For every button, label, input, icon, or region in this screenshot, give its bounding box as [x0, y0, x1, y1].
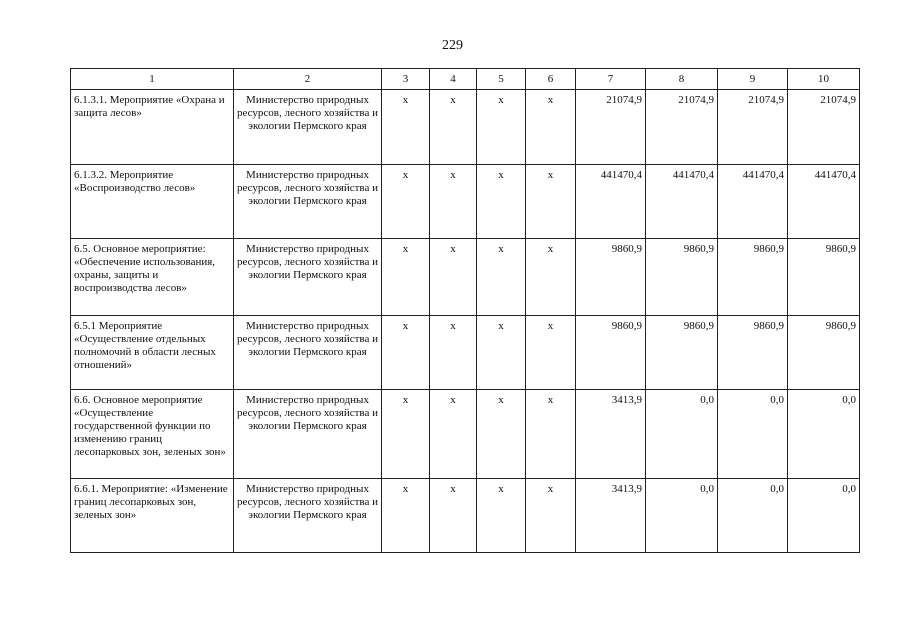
amount-cell: 9860,9	[718, 239, 788, 316]
amount-cell: 9860,9	[788, 239, 860, 316]
activity-name-cell: 6.5. Основное мероприятие: «Обеспечение использования, охраны, защиты и воспроизводства лесов»	[71, 239, 234, 316]
column-header: 7	[576, 69, 646, 90]
table-row	[71, 390, 860, 479]
amount-cell: 21074,9	[718, 90, 788, 165]
amount-cell: 441470,4	[718, 165, 788, 239]
table-row	[71, 165, 860, 239]
value-cell: x	[430, 390, 477, 479]
amount-cell: 9860,9	[576, 316, 646, 390]
column-header: 9	[718, 69, 788, 90]
column-header: 10	[788, 69, 860, 90]
value-cell: x	[477, 90, 526, 165]
amount-cell: 9860,9	[718, 316, 788, 390]
amount-cell: 0,0	[646, 390, 718, 479]
amount-cell: 0,0	[718, 390, 788, 479]
amount-cell: 0,0	[788, 479, 860, 553]
value-cell: x	[526, 390, 576, 479]
column-header: 4	[430, 69, 477, 90]
value-cell: x	[430, 90, 477, 165]
amount-cell: 9860,9	[788, 316, 860, 390]
organization-cell: Министерство природных ресурсов, лесного хозяйства и экологии Пермского края	[234, 239, 382, 316]
column-header: 3	[382, 69, 430, 90]
table-row	[71, 479, 860, 553]
column-header: 5	[477, 69, 526, 90]
value-cell: x	[382, 390, 430, 479]
table-row	[71, 90, 860, 165]
organization-cell: Министерство природных ресурсов, лесного хозяйства и экологии Пермского края	[234, 316, 382, 390]
amount-cell: 3413,9	[576, 479, 646, 553]
value-cell: x	[430, 479, 477, 553]
activity-name-cell: 6.5.1 Мероприятие «Осуществление отдельных полномочий в области лесных отношений»	[71, 316, 234, 390]
value-cell: x	[382, 479, 430, 553]
amount-cell: 9860,9	[646, 239, 718, 316]
budget-table	[70, 68, 860, 553]
column-header: 6	[526, 69, 576, 90]
column-header: 1	[71, 69, 234, 90]
amount-cell: 21074,9	[576, 90, 646, 165]
activity-name-cell: 6.1.3.1. Мероприятие «Охрана и защита лесов»	[71, 90, 234, 165]
value-cell: x	[526, 165, 576, 239]
amount-cell: 441470,4	[788, 165, 860, 239]
amount-cell: 9860,9	[646, 316, 718, 390]
value-cell: x	[477, 390, 526, 479]
table-row	[71, 239, 860, 316]
organization-cell: Министерство природных ресурсов, лесного хозяйства и экологии Пермского края	[234, 90, 382, 165]
column-header: 2	[234, 69, 382, 90]
amount-cell: 3413,9	[576, 390, 646, 479]
amount-cell: 0,0	[646, 479, 718, 553]
activity-name-cell: 6.6.1. Мероприятие: «Изменение границ лесопарковых зон, зеленых зон»	[71, 479, 234, 553]
value-cell: x	[430, 316, 477, 390]
amount-cell: 9860,9	[576, 239, 646, 316]
amount-cell: 21074,9	[788, 90, 860, 165]
value-cell: x	[382, 165, 430, 239]
amount-cell: 441470,4	[576, 165, 646, 239]
value-cell: x	[477, 479, 526, 553]
activity-name-cell: 6.6. Основное мероприятие «Осуществление государственной функции по изменению границ лесопарковых зон, зеленых зон»	[71, 390, 234, 479]
column-header: 8	[646, 69, 718, 90]
value-cell: x	[526, 239, 576, 316]
organization-cell: Министерство природных ресурсов, лесного хозяйства и экологии Пермского края	[234, 165, 382, 239]
value-cell: x	[477, 316, 526, 390]
amount-cell: 21074,9	[646, 90, 718, 165]
value-cell: x	[382, 316, 430, 390]
value-cell: x	[526, 90, 576, 165]
table-row	[71, 316, 860, 390]
organization-cell: Министерство природных ресурсов, лесного хозяйства и экологии Пермского края	[234, 390, 382, 479]
page-number: 229	[442, 38, 463, 53]
value-cell: x	[526, 479, 576, 553]
organization-cell: Министерство природных ресурсов, лесного хозяйства и экологии Пермского края	[234, 479, 382, 553]
activity-name-cell: 6.1.3.2. Мероприятие «Воспроизводство лесов»	[71, 165, 234, 239]
table-header-row	[71, 69, 860, 90]
value-cell: x	[382, 90, 430, 165]
value-cell: x	[430, 165, 477, 239]
amount-cell: 0,0	[788, 390, 860, 479]
value-cell: x	[526, 316, 576, 390]
value-cell: x	[477, 165, 526, 239]
value-cell: x	[382, 239, 430, 316]
value-cell: x	[477, 239, 526, 316]
amount-cell: 0,0	[718, 479, 788, 553]
amount-cell: 441470,4	[646, 165, 718, 239]
value-cell: x	[430, 239, 477, 316]
